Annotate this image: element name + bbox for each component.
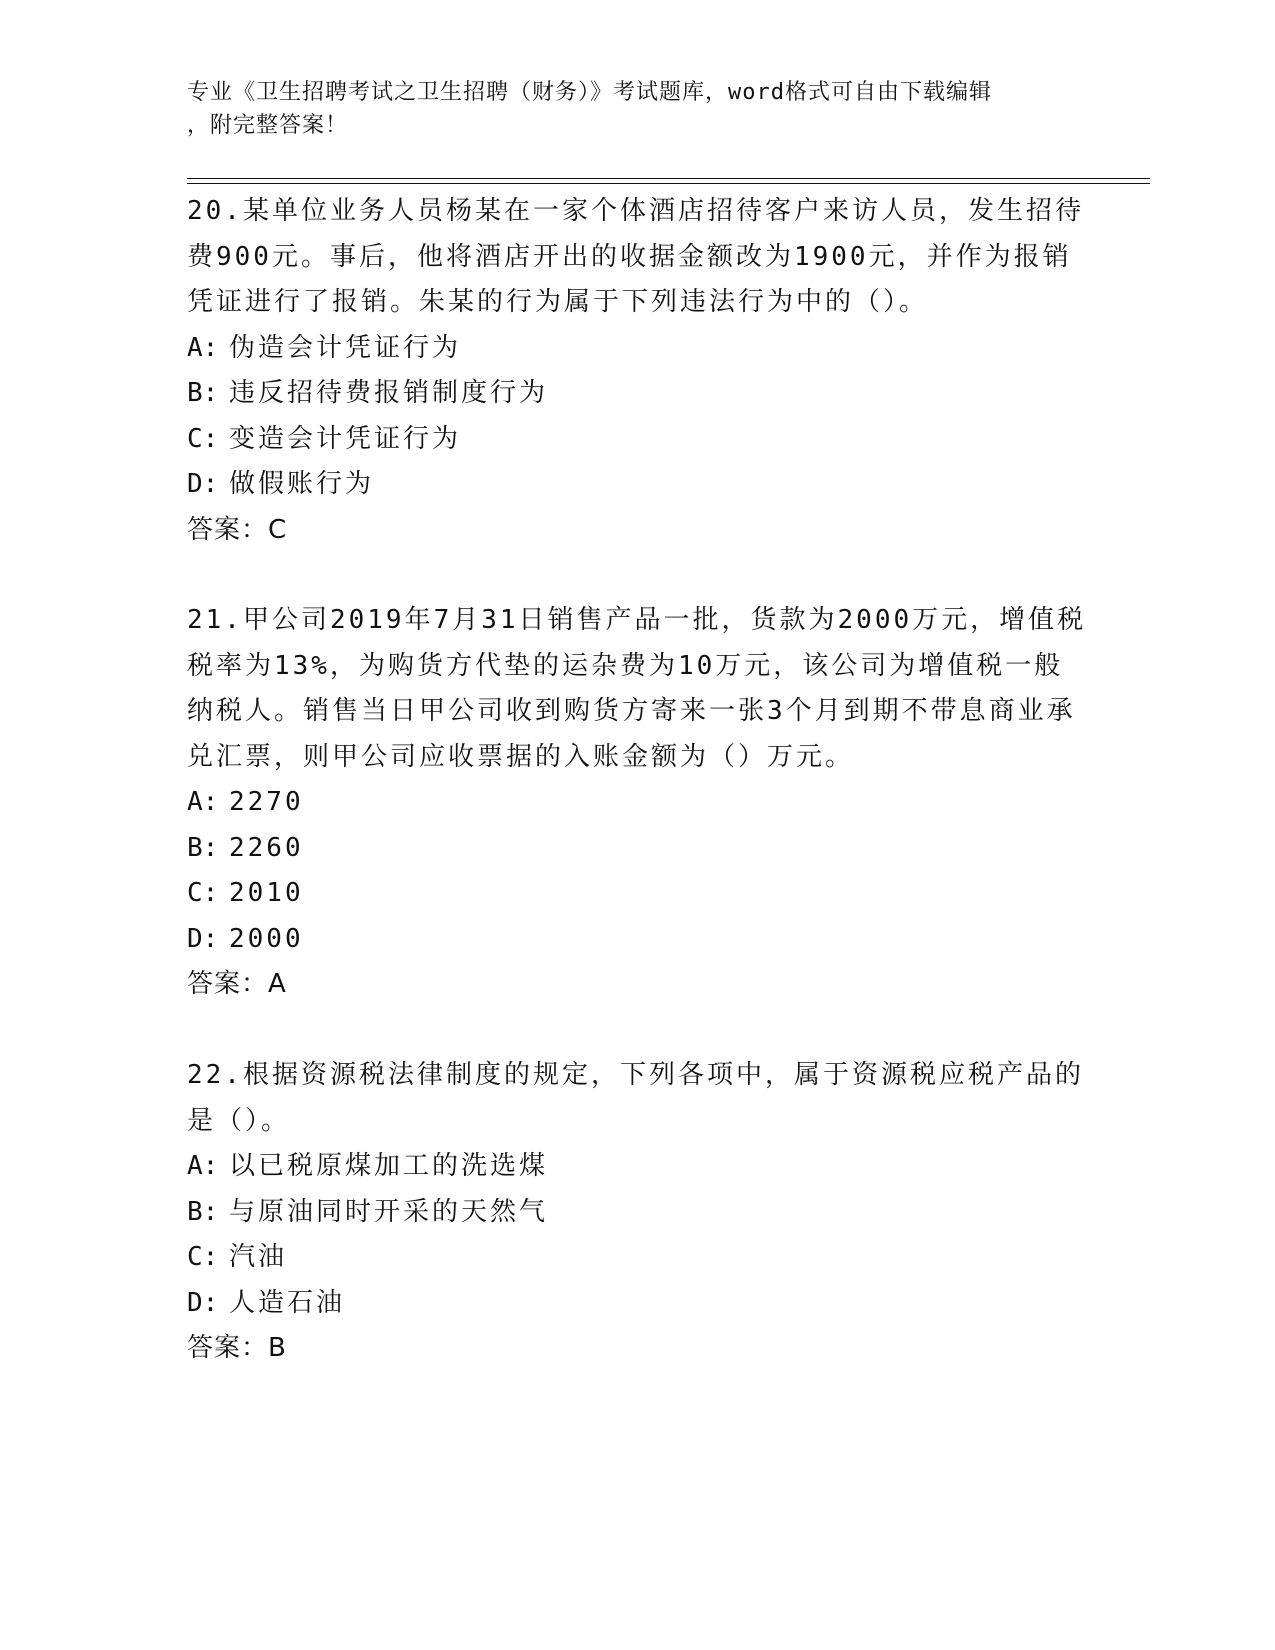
document-header [187,76,1067,142]
option-text: 人造石油 [229,1287,346,1318]
option-text: 违反招待费报销制度行为 [229,378,549,408]
question-stem: 20.某单位业务人员杨某在一家个体酒店招待客户来访人员，发生招待费900元。事后，他将酒店开出的收据金额改为1900元，并作为报销凭证进行了报销。朱某的行为属于下列违法行为中的（）。 [187,196,1084,317]
option-text: 2270 [229,787,304,817]
option-text: 以已税原煤加工的洗选煤 [229,1151,549,1181]
option-key: D: [187,923,219,954]
option-c [187,1235,1087,1281]
header-line-2: ，附完整答案！ [187,113,349,138]
option-d [187,917,1087,963]
option-text: 与原油同时开采的天然气 [229,1196,549,1227]
option-key: C: [187,878,219,908]
option-key: C: [187,423,219,454]
option-a [187,1144,1087,1190]
option-a [187,780,1087,826]
option-key: A: [187,332,219,363]
option-text: 2260 [229,832,304,863]
option-key: D: [187,1287,219,1318]
option-text: 伪造会计凭证行为 [229,332,462,363]
option-c [187,871,1087,917]
header-divider-bottom [187,183,1150,184]
option-text: 2000 [229,923,304,954]
option-d [187,462,1087,508]
answer-label: 答案：C [187,514,288,545]
question-22 [187,1053,1087,1372]
option-d [187,1281,1087,1327]
option-b [187,1190,1087,1236]
option-c [187,417,1087,463]
option-text: 做假账行为 [229,469,375,499]
question-stem: 21.甲公司2019年7月31日销售产品一批，货款为2000万元，增值税税率为13%，为购货方代垫的运杂费为10万元，该公司为增值税一般纳税人。销售当日甲公司收到购货方寄来一张3个月到期不带息商业承兑汇票，则甲公司应收票据的入账金额为（）万元。 [187,605,1087,772]
option-text: 汽油 [229,1242,288,1272]
option-key: B: [187,1196,219,1227]
option-text: 2010 [229,878,304,908]
option-text: 变造会计凭证行为 [229,423,462,454]
question-21 [187,598,1087,1008]
option-b [187,371,1087,417]
option-key: D: [187,469,219,499]
option-key: B: [187,832,219,863]
header-line-1: 专业《卫生招聘考试之卫生招聘（财务）》考试题库，word格式可自由下载编辑 [187,80,992,105]
option-key: A: [187,1151,219,1181]
option-key: C: [187,1242,219,1272]
answer-label: 答案：A [187,969,287,999]
option-a [187,326,1087,372]
option-b [187,826,1087,872]
question-20 [187,189,1087,553]
option-key: A: [187,787,219,817]
header-divider-top [187,178,1150,179]
option-key: B: [187,378,219,408]
answer-label: 答案：B [187,1333,287,1363]
question-stem: 22.根据资源税法律制度的规定，下列各项中，属于资源税应税产品的是（）。 [187,1060,1084,1136]
